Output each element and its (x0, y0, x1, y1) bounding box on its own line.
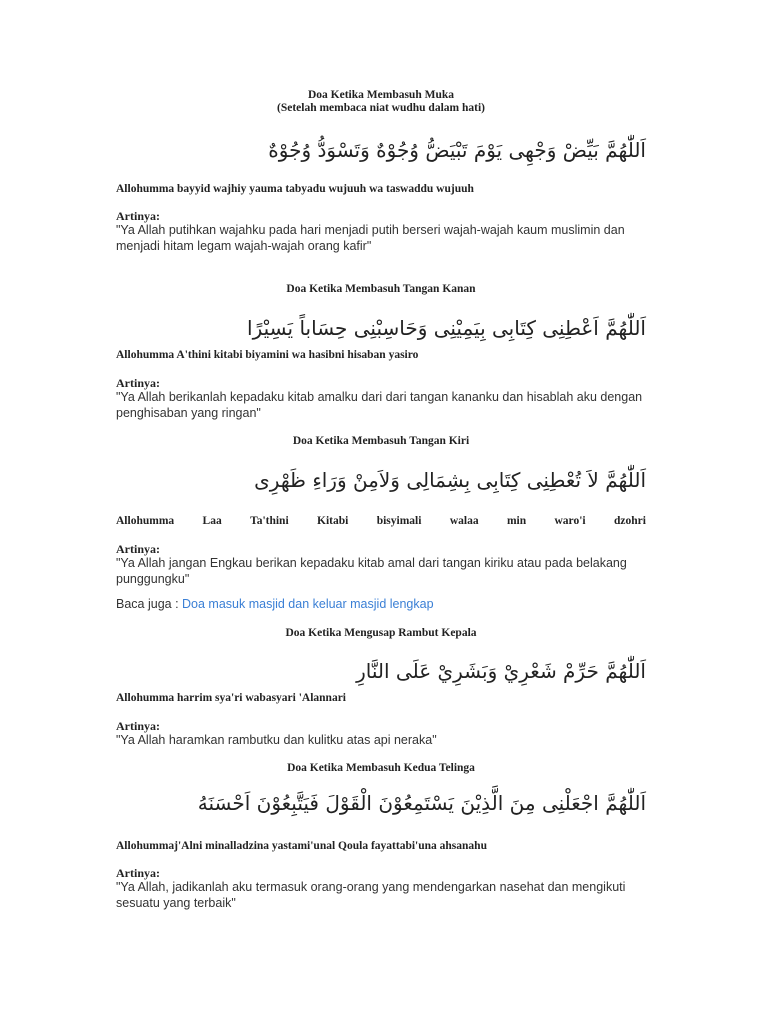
section-4-latin: Allohumma harrim sya'ri wabasyari 'Alannari (116, 692, 347, 704)
section-4-arabic: اَللّٰهُمَّ حَرِّمْ شَعْرِيْ وَبَشَرِيْ عَلَى النَّارِ (356, 659, 646, 683)
section-3-translation: "Ya Allah jangan Engkau berikan kepadaku kitab amal dari tangan kiriku atau pada belakang punggungku" (116, 556, 627, 586)
baca-juga-link[interactable]: Doa masuk masjid dan keluar masjid lengkap (182, 597, 434, 611)
latin-word: waro'i (554, 515, 586, 527)
section-5-arabic: اَللّٰهُمَّ اجْعَلْنِى مِنَ الَّذِيْنَ يَسْتَمِعُوْنَ الْقَوْلَ فَيَتَّبِعُوْنَ اَحْسَنَهُ (197, 791, 646, 815)
section-4-translation: "Ya Allah haramkan rambutku dan kulitku atas api neraka" (116, 733, 437, 747)
section-1-artinya-label: Artinya: (116, 209, 160, 223)
section-3-title: Doa Ketika Membasuh Tangan Kiri (292, 435, 470, 447)
baca-juga (116, 596, 434, 612)
section-5-latin: Allohummaj'Alni minalladzina yastami'unal Qoula fayattabi'una ahsanahu (116, 840, 487, 852)
section-2-translation: "Ya Allah berikanlah kepadaku kitab amalku dari dari tangan kananku dan hisablah aku dengan penghisaban yang ringan" (116, 390, 643, 420)
latin-word: bisyimali (376, 515, 422, 527)
latin-word: Laa (202, 515, 222, 527)
section-2-artinya-label: Artinya: (116, 376, 160, 390)
section-5-title: Doa Ketika Membasuh Kedua Telinga (287, 762, 475, 774)
section-3-arabic: اَللّٰهُمَّ لاَ تُعْطِنِى كِتَابِى بِشِمَالِى وَلاَمِنْ وَرَاءِ ظَهْرِى (254, 468, 646, 492)
latin-word: Allohumma (116, 515, 175, 527)
section-1-translation: "Ya Allah putihkan wajahku pada hari menjadi putih berseri wajah-wajah kaum muslimin dan menjadi hitam legam wajah-wajah orang kafir" (116, 223, 625, 253)
section-1-latin: Allohumma bayyid wajhiy yauma tabyadu wujuuh wa taswaddu wujuuh (116, 183, 474, 195)
section-3-artinya-label: Artinya: (116, 542, 160, 556)
section-5-translation: "Ya Allah, jadikanlah aku termasuk orang-orang yang mendengarkan nasehat dan mengikuti sesuatu yang terbaik" (116, 880, 626, 910)
section-3-latin (116, 514, 646, 528)
section-1-subtitle: (Setelah membaca niat wudhu dalam hati) (277, 102, 485, 114)
latin-word: dzohri (613, 515, 646, 527)
section-4-artinya-label: Artinya: (116, 719, 160, 733)
baca-juga-label: Baca juga : (116, 597, 183, 611)
section-2-latin: Allohumma A'thini kitabi biyamini wa hasibni hisaban yasiro (116, 349, 419, 361)
latin-word: Kitabi (317, 515, 349, 527)
latin-word: Ta'thini (250, 515, 289, 527)
section-5-artinya-label: Artinya: (116, 866, 160, 880)
section-2-arabic: اَللّٰهُمَّ اَعْطِنِى كِتَابِى بِيَمِيْنِى وَحَاسِبْنِى حِسَاباً يَسِيْرًا (247, 316, 646, 340)
section-1-arabic: اَللّٰهُمَّ بَيِّضْ وَجْهِى يَوْمَ تَبْيَضُّ وُجُوْهٌ وَتَسْوَدُّ وُجُوْهٌ (268, 138, 646, 162)
section-4-title: Doa Ketika Mengusap Rambut Kepala (285, 627, 477, 639)
section-1-title: Doa Ketika Membasuh Muka (308, 89, 454, 101)
latin-word: walaa (449, 515, 479, 527)
section-2-title: Doa Ketika Membasuh Tangan Kanan (286, 283, 476, 295)
latin-word: min (506, 515, 527, 527)
